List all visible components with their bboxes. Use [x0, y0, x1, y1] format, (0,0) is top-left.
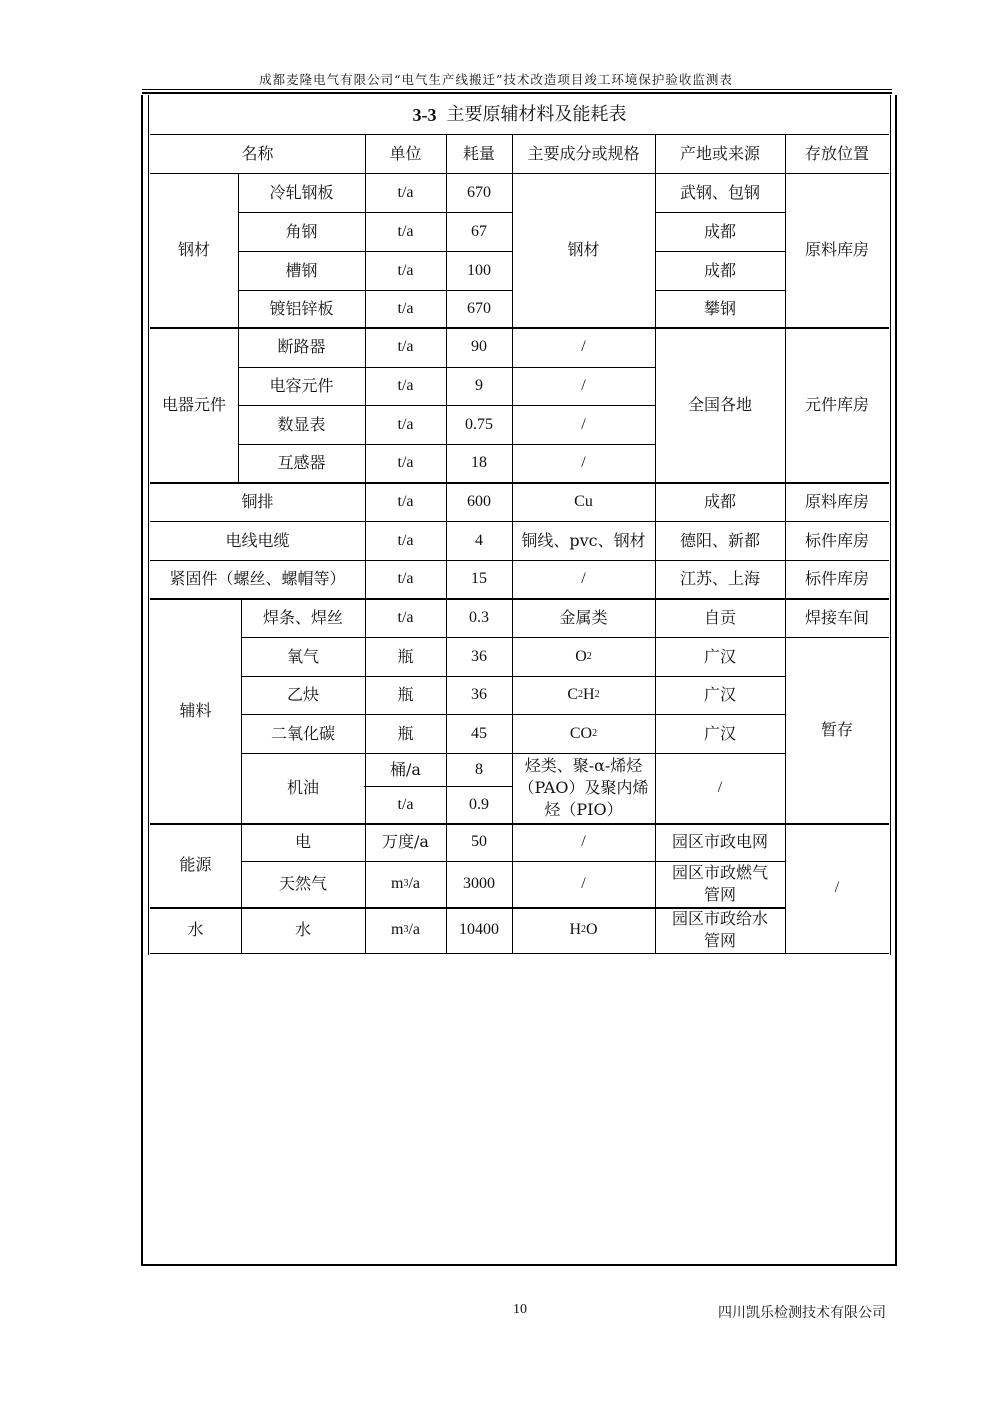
table-number: 3-3 [412, 105, 437, 125]
formula-subscript: 2 [594, 689, 600, 700]
item-name: 天然气 [278, 874, 327, 893]
item-unit: t/a [397, 795, 414, 813]
table-title [150, 96, 889, 134]
company-name: 四川凯乐检测技术有限公司 [718, 1305, 886, 1321]
item-amount: 18 [471, 454, 487, 471]
item-unit: 瓶 [397, 723, 414, 743]
item-amount: 15 [471, 570, 487, 587]
item-amount: 67 [471, 222, 487, 240]
formula-subscript: 2 [581, 924, 586, 935]
item-origin: 武钢、包钢 [679, 182, 760, 202]
item-unit: t/a [397, 338, 414, 355]
col-header-amount: 耗量 [462, 143, 495, 163]
item-unit [365, 907, 446, 953]
item-unit: t/a [397, 261, 414, 279]
col-header-storage: 存放位置 [804, 143, 869, 163]
item-unit: t/a [397, 531, 414, 549]
formula-part: C [567, 686, 579, 703]
item-spec: / [581, 377, 586, 394]
item-unit: t/a [397, 299, 414, 317]
item-spec [512, 907, 655, 953]
formula-part: CO [569, 724, 593, 742]
group-aux: 辅料 [179, 700, 212, 720]
item-origin: 成都 [703, 221, 736, 241]
item-name: 数显表 [277, 414, 326, 434]
electrical-storage: 元件库房 [804, 394, 869, 414]
item-origin: 成都 [703, 491, 736, 511]
unit-part: /a [408, 875, 420, 892]
item-name: 水 [294, 920, 311, 939]
col-header-origin: 产地或来源 [679, 143, 760, 163]
steel-spec: 钢材 [567, 240, 600, 259]
item-unit: t/a [397, 377, 414, 394]
item-amount: 90 [471, 338, 487, 355]
item-unit: t/a [397, 454, 414, 471]
group-steel: 钢材 [177, 240, 210, 259]
formula-subscript: 2 [578, 689, 584, 700]
aux-storage: 暂存 [820, 720, 853, 739]
item-name: 角钢 [285, 221, 318, 241]
item-amount: 600 [467, 492, 491, 510]
item-origin: 江苏、上海 [679, 569, 760, 588]
item-name: 紧固件（螺丝、螺帽等） [169, 569, 346, 588]
item-unit: t/a [397, 608, 414, 626]
group-electrical: 电器元件 [162, 394, 227, 414]
page-number: 10 [513, 1302, 527, 1317]
item-amount: 50 [471, 833, 487, 850]
col-header-name: 名称 [241, 143, 274, 163]
formula-subscript: 2 [592, 727, 598, 739]
item-storage: 标件库房 [804, 530, 869, 550]
item-unit: t/a [397, 492, 414, 510]
item-unit: 瓶 [397, 685, 414, 704]
item-origin: 成都 [703, 260, 736, 280]
col-header-spec: 主要成分或规格 [527, 143, 640, 163]
item-spec: / [581, 415, 586, 433]
item-amount: 36 [471, 647, 487, 665]
item-name: 电容元件 [269, 376, 334, 395]
item-unit [365, 861, 446, 907]
item-amount: 10400 [459, 921, 499, 938]
item-spec: / [581, 833, 586, 850]
unit-part: /a [408, 921, 420, 938]
formula-subscript: 2 [586, 650, 592, 662]
item-unit: 瓶 [397, 646, 414, 666]
item-name: 机油 [286, 778, 319, 797]
header-rule-thick [142, 92, 892, 94]
item-origin: 自贡 [703, 607, 736, 627]
item-unit: t/a [397, 183, 414, 201]
group-energy: 能源 [179, 855, 212, 874]
item-name: 铜排 [241, 491, 274, 511]
formula-part: H [569, 921, 581, 938]
running-header: 成都麦隆电气有限公司“电气生产线搬迁”技术改造项目竣工环境保护验收监测表 [259, 72, 733, 87]
item-amount: 670 [467, 299, 491, 317]
unit-superscript: 3 [403, 878, 409, 889]
item-spec: 烃类、聚-α-烯烃（PAO）及聚内烯烃（PIO） [518, 756, 649, 819]
item-origin: 广汉 [703, 723, 736, 743]
item-origin: 园区市政电网 [671, 832, 768, 851]
item-spec: / [581, 454, 586, 471]
item-name: 氧气 [286, 646, 319, 666]
item-amount: 9 [475, 377, 483, 394]
item-name: 二氧化碳 [270, 723, 335, 743]
item-origin: / [717, 779, 723, 796]
item-spec: 铜线、pvc、钢材 [521, 530, 646, 550]
formula-part: O [575, 647, 587, 665]
formula-part: O [586, 921, 598, 938]
header-rule [142, 89, 892, 90]
item-spec [512, 676, 655, 714]
item-name: 电 [294, 832, 311, 851]
item-amount: 670 [467, 183, 491, 201]
item-spec: / [581, 875, 586, 892]
unit-superscript: 3 [403, 924, 409, 935]
formula-part: H [583, 686, 595, 703]
rule [150, 953, 889, 954]
item-storage: 标件库房 [804, 569, 869, 588]
item-spec: / [581, 570, 586, 587]
electrical-origin: 全国各地 [687, 394, 752, 414]
item-name: 电线电缆 [225, 530, 290, 550]
group-water: 水 [187, 920, 204, 939]
item-spec: Cu [574, 492, 593, 510]
item-origin: 园区市政给水管网 [671, 909, 768, 950]
item-storage: 焊接车间 [804, 607, 869, 627]
item-amount: 3000 [463, 875, 495, 892]
item-storage: 原料库房 [804, 491, 869, 511]
item-spec: / [581, 338, 586, 355]
item-name: 乙炔 [286, 685, 319, 704]
item-unit: t/a [397, 570, 414, 587]
energy-storage: / [834, 879, 840, 896]
item-name: 断路器 [277, 337, 326, 356]
item-name: 槽钢 [285, 260, 318, 280]
item-origin: 广汉 [703, 685, 736, 704]
item-amount: 0.3 [469, 608, 489, 626]
item-amount: 0.9 [469, 795, 489, 813]
item-amount: 8 [475, 760, 483, 778]
item-unit: 桶/a [390, 759, 421, 779]
item-amount: 45 [471, 724, 487, 742]
item-origin: 德阳、新都 [679, 530, 760, 550]
item-name: 冷轧钢板 [269, 182, 334, 202]
item-unit: t/a [397, 415, 414, 433]
item-spec: 金属类 [559, 607, 608, 627]
unit-part: m [391, 875, 404, 892]
item-origin: 攀钢 [703, 298, 736, 318]
item-amount: 36 [471, 686, 487, 703]
item-origin: 园区市政燃气管网 [671, 863, 768, 904]
item-amount: 100 [467, 261, 491, 279]
item-unit: t/a [397, 222, 414, 240]
item-origin: 广汉 [703, 646, 736, 666]
table-title-text: 主要原辅材料及能耗表 [446, 104, 627, 125]
item-unit: 万度/a [382, 832, 429, 851]
steel-storage: 原料库房 [804, 240, 869, 259]
item-spec [512, 714, 655, 753]
item-name: 焊条、焊丝 [262, 607, 343, 627]
col-header-unit: 单位 [389, 143, 422, 163]
item-name: 镀铝锌板 [269, 298, 334, 318]
item-amount: 0.75 [465, 415, 493, 433]
item-name: 互感器 [277, 453, 326, 472]
unit-part: m [391, 921, 404, 938]
item-amount: 4 [475, 531, 483, 549]
item-spec [512, 637, 655, 676]
